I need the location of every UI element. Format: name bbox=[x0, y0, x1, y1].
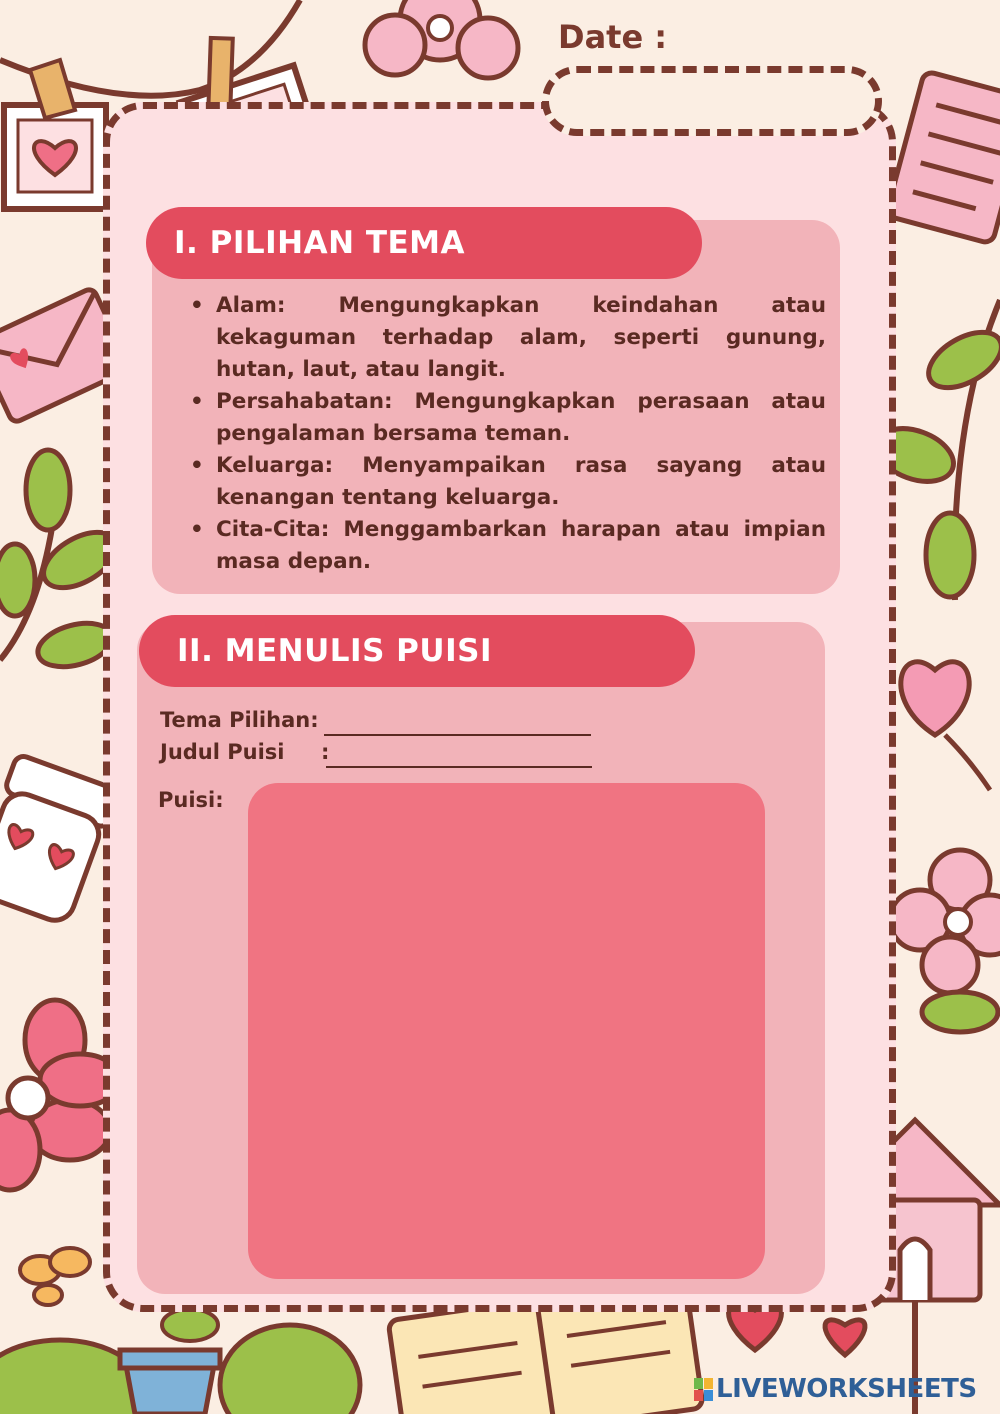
watermark-text: LIVEWORKSHEETS bbox=[716, 1374, 977, 1404]
tema-input[interactable] bbox=[324, 708, 591, 736]
heart-flower-icon bbox=[901, 662, 990, 790]
date-input[interactable] bbox=[563, 81, 863, 123]
judul-label: Judul Puisi : bbox=[160, 740, 330, 764]
section-2-heading: II. MENULIS PUISI bbox=[139, 615, 695, 687]
butterfly-icon bbox=[20, 1248, 90, 1305]
notebook-icon bbox=[886, 71, 1000, 244]
judul-input[interactable] bbox=[326, 740, 592, 768]
date-field-box bbox=[542, 66, 882, 136]
flower-icon bbox=[0, 1000, 120, 1190]
list-item: • Alam: Mengungkapkan keindahan atau kekaguman terhadap alam, seperti gunung, hutan, laut, atau langit. bbox=[186, 290, 826, 386]
theme-list bbox=[186, 290, 826, 578]
poem-textarea[interactable] bbox=[248, 783, 765, 1279]
date-label: Date : bbox=[558, 18, 668, 56]
list-item: • Keluarga: Menyampaikan rasa sayang atau kenangan tentang keluarga. bbox=[186, 450, 826, 514]
heart-frame-icon bbox=[4, 60, 106, 209]
section-1-heading: I. PILIHAN TEMA bbox=[146, 207, 702, 279]
flower-icon bbox=[365, 0, 518, 78]
puisi-label: Puisi: bbox=[158, 788, 224, 812]
flower-icon bbox=[890, 850, 1000, 1032]
list-item: • Cita-Cita: Menggambarkan harapan atau impian masa depan. bbox=[186, 514, 826, 578]
liveworksheets-logo-icon bbox=[694, 1378, 714, 1402]
list-item: • Persahabatan: Mengungkapkan perasaan atau pengalaman bersama teman. bbox=[186, 386, 826, 450]
tema-label: Tema Pilihan: bbox=[160, 708, 319, 732]
